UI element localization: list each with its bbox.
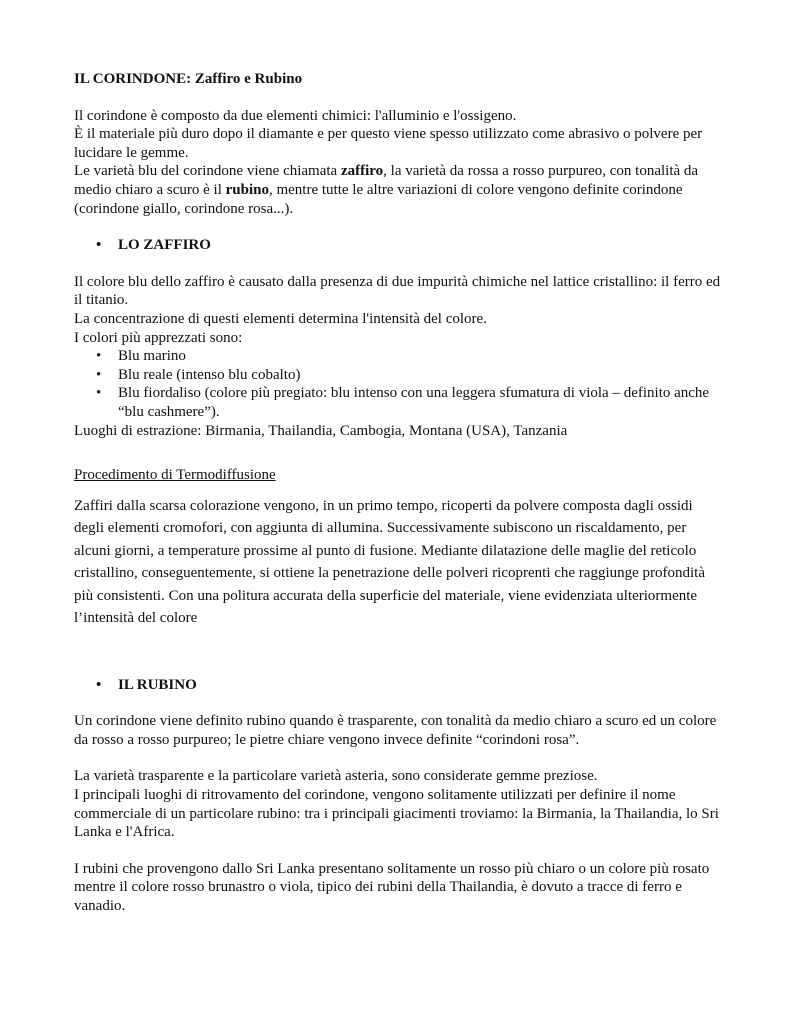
rubino-paragraph-2 bbox=[74, 767, 724, 841]
zaffiro-line-2: La concentrazione di questi elementi determina l'intensità del colore. bbox=[74, 310, 487, 327]
intro-line-2: È il materiale più duro dopo il diamante e per questo viene spesso utilizzato come abrasivo o polvere per lucidare le gemme. bbox=[74, 126, 703, 161]
bullet-icon: • bbox=[96, 676, 102, 693]
section-gap bbox=[74, 648, 724, 676]
list-item bbox=[74, 347, 724, 366]
procedimento-title: Procedimento di Termodiffusione bbox=[74, 467, 276, 484]
intro-text-a: Le varietà blu del corindone viene chiamata bbox=[74, 163, 341, 180]
bullet-icon: • bbox=[96, 237, 102, 254]
bullet-icon: • bbox=[96, 385, 102, 402]
zaffiro-paragraph bbox=[74, 273, 724, 347]
rubino-paragraph-1: Un corindone viene definito rubino quando è trasparente, con tonalità da medio chiaro a scuro ed un colore da rosso a rosso purpureo; le pietre chiare vengono invece definite “corindoni rosa”. bbox=[74, 713, 717, 748]
rubino-p2-line-1: La varietà trasparente e la particolare varietà asteria, sono considerate gemme preziose. bbox=[74, 768, 598, 785]
colors-list bbox=[74, 347, 724, 421]
heading-text: IL RUBINO bbox=[118, 676, 197, 693]
list-item-text: Blu fiordaliso (colore più pregiato: blu intenso con una leggera sfumatura di viola – definito anche “blu cashmere”). bbox=[118, 385, 710, 420]
intro-line-3 bbox=[74, 162, 724, 218]
section-heading-zaffiro bbox=[74, 236, 724, 255]
intro-bold-zaffiro: zaffiro bbox=[340, 163, 384, 180]
zaffiro-line-1: Il colore blu dello zaffiro è causato dalla presenza di due impurità chimiche nel lattice cristallino: il ferro ed il titanio. bbox=[74, 273, 721, 309]
intro-line-1: Il corindone è composto da due elementi chimici: l'alluminio e l'ossigeno. bbox=[74, 107, 517, 124]
document-title: IL CORINDONE: Zaffiro e Rubino bbox=[74, 71, 303, 87]
section-heading-rubino bbox=[74, 676, 724, 695]
intro-text-c: , la varietà da rossa a rosso purpureo, con tonalità da medio chiaro a scuro è il bbox=[74, 163, 699, 198]
procedimento-text: Zaffiri dalla scarsa colorazione vengono, in un primo tempo, ricoperti da polvere composta dagli ossidi degli elementi cromofori, con aggiunta di allumina. Successivamente subiscono un riscaldamento, per alcuni giorni, a temperature prossime al punto di fusione. Mediante dilatazione delle maglie del reticolo cristallino, conseguentemente, si ottiene la penetrazione delle polveri ricoprenti che raggiunge profondità più consistenti. Con una politura accurata della superficie del materiale, viene evidenziata ulteriormente l’intensità del colore bbox=[74, 497, 706, 627]
rubino-p2-line-2: I principali luoghi di ritrovamento del corindone, vengono solitamente utilizzati per definire il nome commerciale di un particolare rubino: tra i principali giacimenti troviamo: la Birmania, la Thailandia, lo Sri Lanka e l'Africa. bbox=[74, 787, 719, 841]
zaffiro-line-3: I colori più apprezzati sono: bbox=[74, 329, 243, 346]
luoghi-estrazione: Luoghi di estrazione: Birmania, Thailandia, Cambogia, Montana (USA), Tanzania bbox=[74, 422, 568, 439]
list-item bbox=[74, 384, 724, 421]
heading-text: LO ZAFFIRO bbox=[118, 237, 211, 254]
bullet-icon: • bbox=[96, 348, 102, 365]
intro-bold-rubino: rubino bbox=[225, 181, 269, 198]
list-item-text: Blu reale (intenso blu cobalto) bbox=[118, 366, 301, 383]
bullet-icon: • bbox=[96, 366, 102, 383]
list-item-text: Blu marino bbox=[118, 348, 186, 365]
document-page bbox=[74, 70, 724, 934]
intro-paragraph bbox=[74, 107, 724, 219]
list-item bbox=[74, 366, 724, 385]
intro-text-e: , mentre tutte le altre variazioni di colore vengono definite corindone (corindone giallo, corindone rosa...). bbox=[74, 181, 683, 217]
rubino-paragraph-3: I rubini che provengono dallo Sri Lanka presentano solitamente un rosso più chiaro o un colore più rosato mentre il colore rosso brunastro o viola, tipico dei rubini della Thailandia, è dovuto a tracce di ferro e vanadio. bbox=[74, 860, 710, 915]
